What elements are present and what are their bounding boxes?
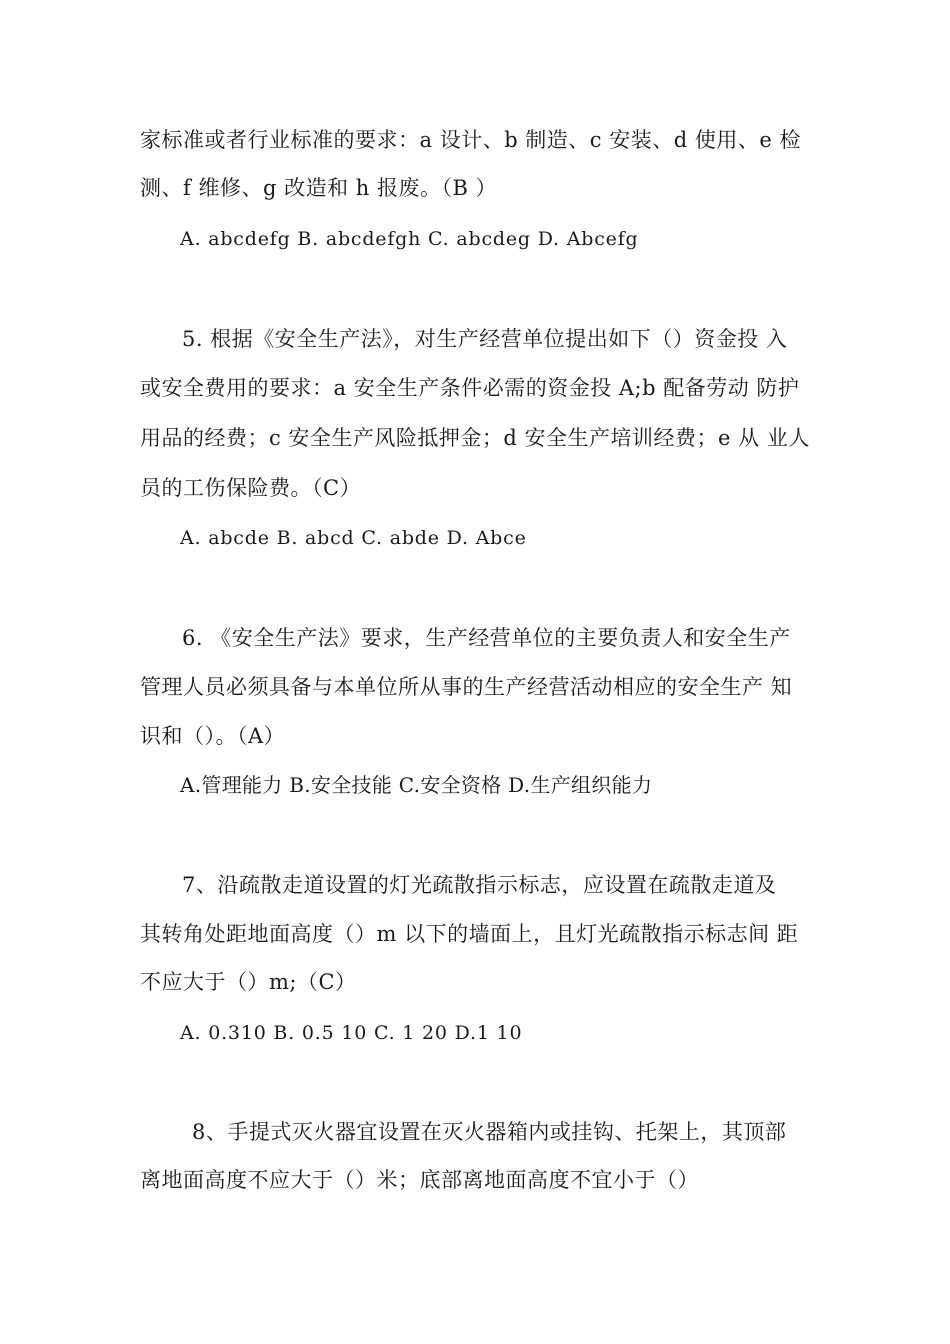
question-8-line-2: 离地面高度不应大于（）米；底部离地面高度不宜小于（） [140,1168,699,1192]
question-7-line-1: 7、沿疏散走道设置的灯光疏散指示标志，应设置在疏散走道及 [182,873,777,897]
question-7-line-3: 不应大于（）m;（C） [140,970,357,994]
question-5-line-1: 5. 根据《安全生产法》，对生产经营单位提出如下（）资金投 入 [182,327,788,351]
question-6-options: A.管理能力 B.安全技能 C.安全资格 D.生产组织能力 [180,773,653,797]
question-8-line-1: 8、手提式灭火器宜设置在灭火器箱内或挂钩、托架上，其顶部 [192,1120,787,1144]
question-5-line-4: 员的工伤保险费。（C） [140,476,362,500]
question-5-line-2: 或安全费用的要求：a 安全生产条件必需的资金投 A;b 配备劳动 防护 [140,376,800,400]
question-6-line-3: 识和（）。（A） [140,724,286,748]
question-7-line-2: 其转角处距地面高度（）m 以下的墙面上，且灯光疏散指示标志间 距 [140,922,799,946]
question-5-line-3: 用品的经费；c 安全生产风险抵押金；d 安全生产培训经费；e 从 业人 [140,426,810,450]
question-4-line-2: 测、f 维修、g 改造和 h 报废。（B ） [140,176,498,200]
question-5-options: A. abcde B. abcd C. abde D. Abce [180,527,527,549]
question-4-options: A. abcdefg B. abcdefgh C. abcdeg D. Abcefg [180,228,639,250]
question-6-line-2: 管理人员必须具备与本单位所从事的生产经营活动相应的安全生产 知 [140,675,793,699]
question-6-line-1: 6. 《安全生产法》要求，生产经营单位的主要负责人和安全生产 [182,626,791,650]
question-7-options: A. 0.310 B. 0.5 10 C. 1 20 D.1 10 [180,1022,523,1044]
question-4-line-1: 家标准或者行业标准的要求：a 设计、b 制造、c 安装、d 使用、e 检 [140,128,801,152]
